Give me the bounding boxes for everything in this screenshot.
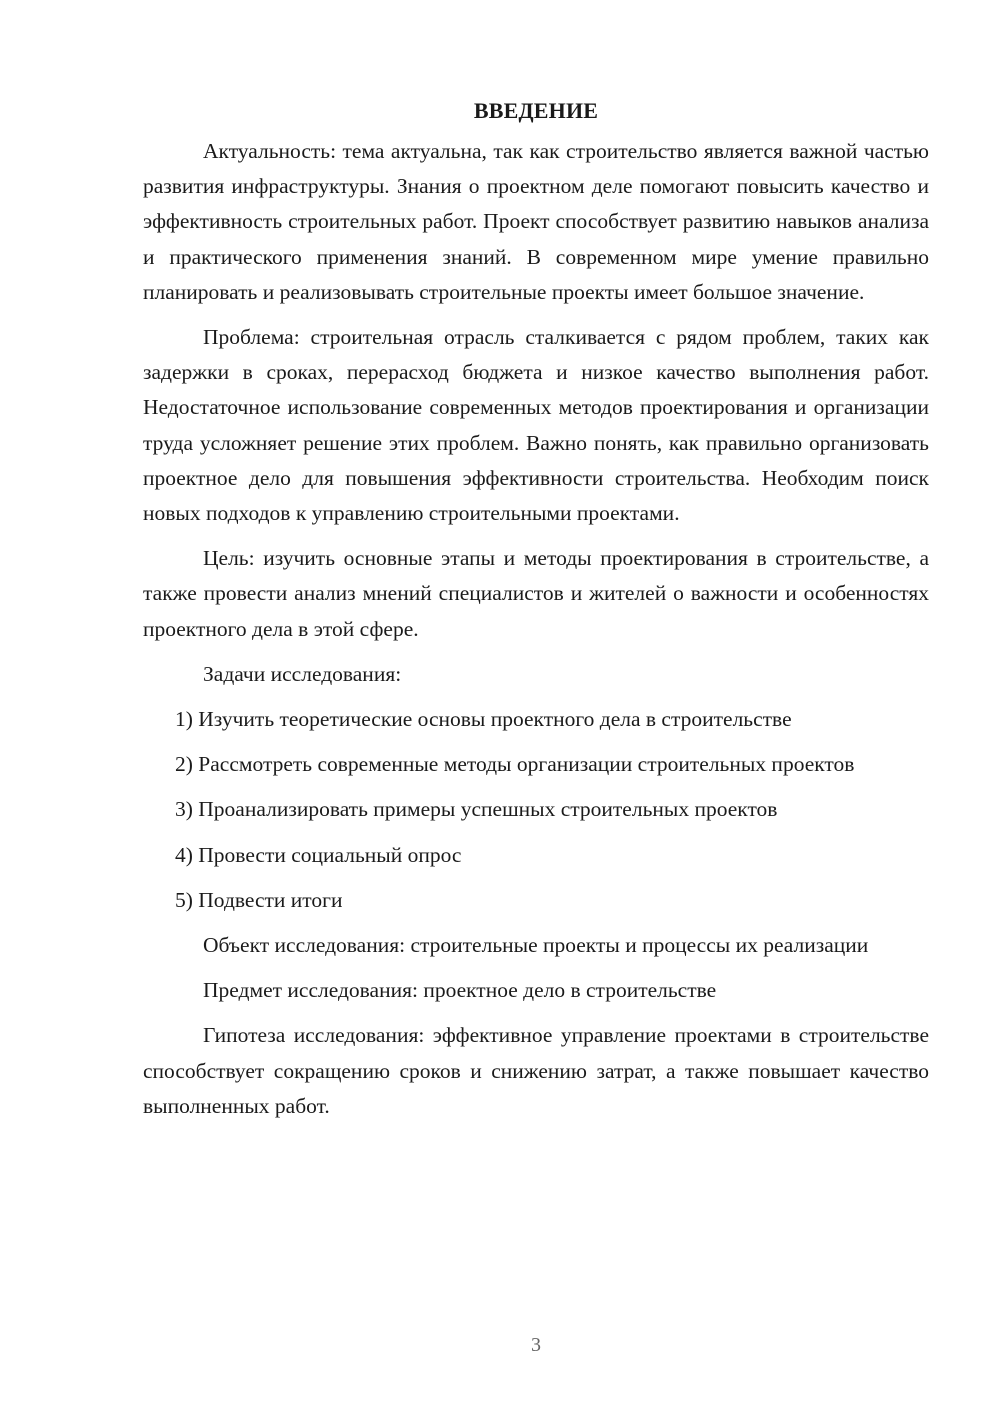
relevance-paragraph: Актуальность: тема актуальна, так как строительство является важной частью развития инфраструктуры. Знания о проектном деле помогают повысить качество и эффективность строительных работ. Проект способствует развитию навыков анализа и практического применения знаний. В современном мире умение правильно планировать и реализовывать строительные проекты имеет большое значение.	[143, 139, 929, 304]
goal-paragraph: Цель: изучить основные этапы и методы проектирования в строительстве, а также провести анализ мнений специалистов и жителей о важности и особенностях проектного дела в этой сфере.	[143, 546, 929, 641]
section-title: ВВЕДЕНИЕ	[473, 98, 599, 123]
tasks-heading: Задачи исследования:	[203, 661, 402, 686]
task-item: 2) Рассмотреть современные методы организации строительных проектов	[175, 752, 855, 777]
problem-paragraph: Проблема: строительная отрасль сталкивается с рядом проблем, таких как задержки в сроках, перерасход бюджета и низкое качество выполнения работ. Недостаточное использование современных методов проектирования и организации труда усложняет решение этих проблем. Важно понять, как правильно организовать проектное дело для повышения эффективности строительства. Необходим поиск новых подходов к управлению строительными проектами.	[143, 325, 929, 526]
task-item: 3) Проанализировать примеры успешных строительных проектов	[175, 797, 778, 822]
task-item: 4) Провести социальный опрос	[175, 842, 462, 867]
document-page	[143, 93, 929, 1134]
tasks-list	[143, 702, 929, 918]
object-paragraph: Объект исследования: строительные проекты и процессы их реализации	[203, 933, 869, 958]
page-number: 3	[531, 1334, 541, 1356]
task-item: 1) Изучить теоретические основы проектного дела в строительстве	[175, 707, 792, 732]
subject-paragraph: Предмет исследования: проектное дело в строительстве	[203, 978, 717, 1003]
task-item: 5) Подвести итоги	[175, 887, 343, 912]
hypothesis-paragraph: Гипотеза исследования: эффективное управление проектами в строительстве способствует сокращению сроков и снижению затрат, а также повышает качество выполненных работ.	[143, 1023, 929, 1118]
